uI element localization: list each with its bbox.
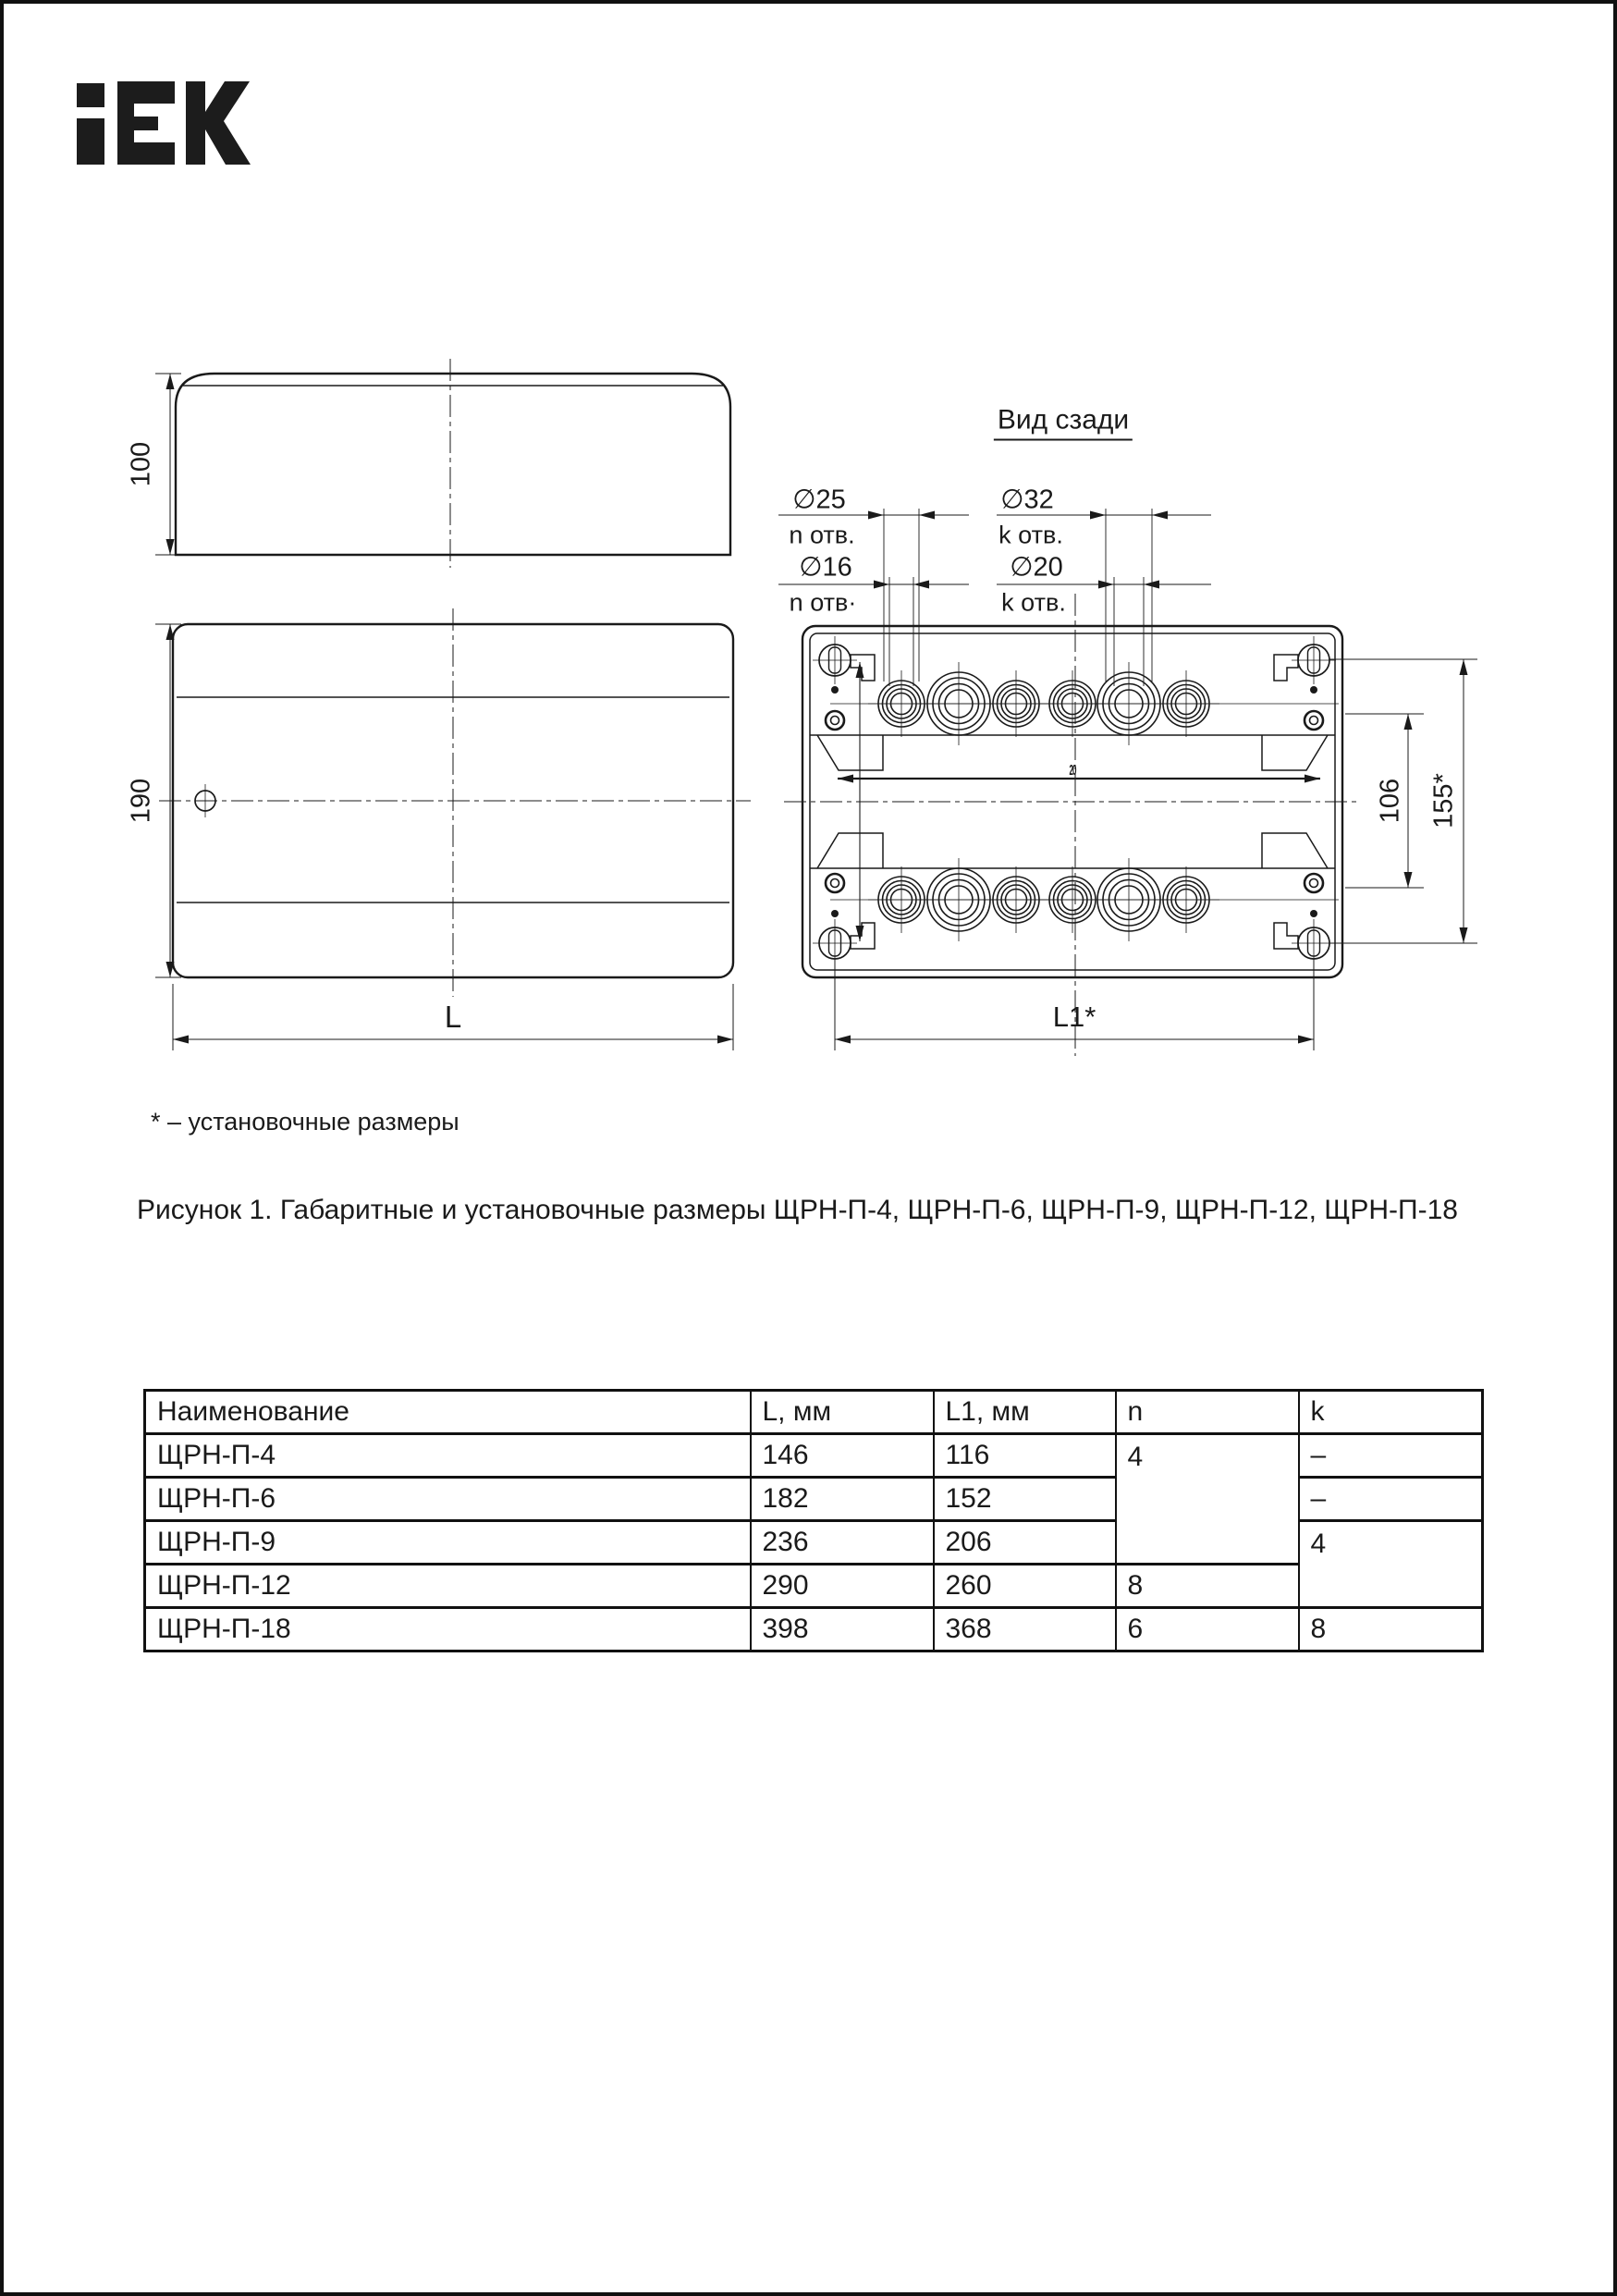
cell-l: 398	[751, 1608, 934, 1651]
cell-l1: 116	[934, 1434, 1116, 1478]
figure-caption: Рисунок 1. Габаритные и установочные размеры ЩРН-П-4, ЩРН-П-6, ЩРН-П-9, ЩРН-П-12, ЩРН-П-18	[137, 1195, 1458, 1225]
front-view-drawing	[155, 608, 751, 1050]
header-n: n	[1116, 1391, 1299, 1434]
cell-name: ЩРН-П-9	[145, 1521, 751, 1565]
generated-linework	[166, 374, 1468, 1044]
table-row	[145, 1565, 1483, 1608]
dim-front-height-label: 190	[126, 778, 156, 824]
dim-rear-width-label: L1*	[1052, 1001, 1096, 1033]
cell-k: –	[1299, 1478, 1483, 1521]
dim-dia25-label: ∅25	[792, 485, 846, 515]
cell-l1: 152	[934, 1478, 1116, 1521]
cell-n: 4	[1116, 1434, 1299, 1565]
cell-name: ЩРН-П-18	[145, 1608, 751, 1651]
dim-dia32-holes-label: k отв.	[998, 521, 1063, 549]
header-l: L, мм	[751, 1391, 934, 1434]
table-row	[145, 1434, 1483, 1478]
cell-l: 236	[751, 1521, 934, 1565]
footnote: * – установочные размеры	[151, 1108, 459, 1136]
cell-n: 6	[1116, 1608, 1299, 1651]
cell-k: –	[1299, 1434, 1483, 1478]
header-name: Наименование	[145, 1391, 751, 1434]
dim-dia16-label: ∅16	[799, 552, 852, 583]
dim-dia20-label: ∅20	[1010, 552, 1063, 583]
cell-l1: 368	[934, 1608, 1116, 1651]
cell-l: 182	[751, 1478, 934, 1521]
table-row	[145, 1608, 1483, 1651]
dim-squeezed-label: 20	[1069, 763, 1076, 779]
cell-l1: 206	[934, 1521, 1116, 1565]
side-view-drawing	[155, 359, 730, 568]
table-header-row	[145, 1391, 1483, 1434]
dim-mount-outer-label: 155*	[1428, 773, 1459, 829]
cell-name: ЩРН-П-12	[145, 1565, 751, 1608]
cell-n: 8	[1116, 1565, 1299, 1608]
cell-k: 4	[1299, 1521, 1483, 1608]
dim-dia20-holes-label: k отв.	[1001, 588, 1066, 617]
cell-name: ЩРН-П-4	[145, 1434, 751, 1478]
dim-mount-inner-label: 106	[1375, 778, 1405, 824]
cell-l: 290	[751, 1565, 934, 1608]
cell-name: ЩРН-П-6	[145, 1478, 751, 1521]
iek-logo	[77, 81, 251, 165]
spec-table	[143, 1389, 1484, 1652]
cell-l: 146	[751, 1434, 934, 1478]
rear-view-title: Вид сзади	[994, 405, 1133, 441]
dim-front-width-label: L	[444, 1000, 462, 1034]
header-l1: L1, мм	[934, 1391, 1116, 1434]
rear-view-drawing	[778, 509, 1477, 1056]
header-k: k	[1299, 1391, 1483, 1434]
dim-dia16-holes-label: n отв·	[789, 588, 857, 617]
dim-dia32-label: ∅32	[1000, 485, 1054, 515]
dim-dia25-holes-label: n отв.	[789, 521, 855, 549]
dim-side-height-label: 100	[126, 441, 156, 487]
cell-l1: 260	[934, 1565, 1116, 1608]
cell-k: 8	[1299, 1608, 1483, 1651]
